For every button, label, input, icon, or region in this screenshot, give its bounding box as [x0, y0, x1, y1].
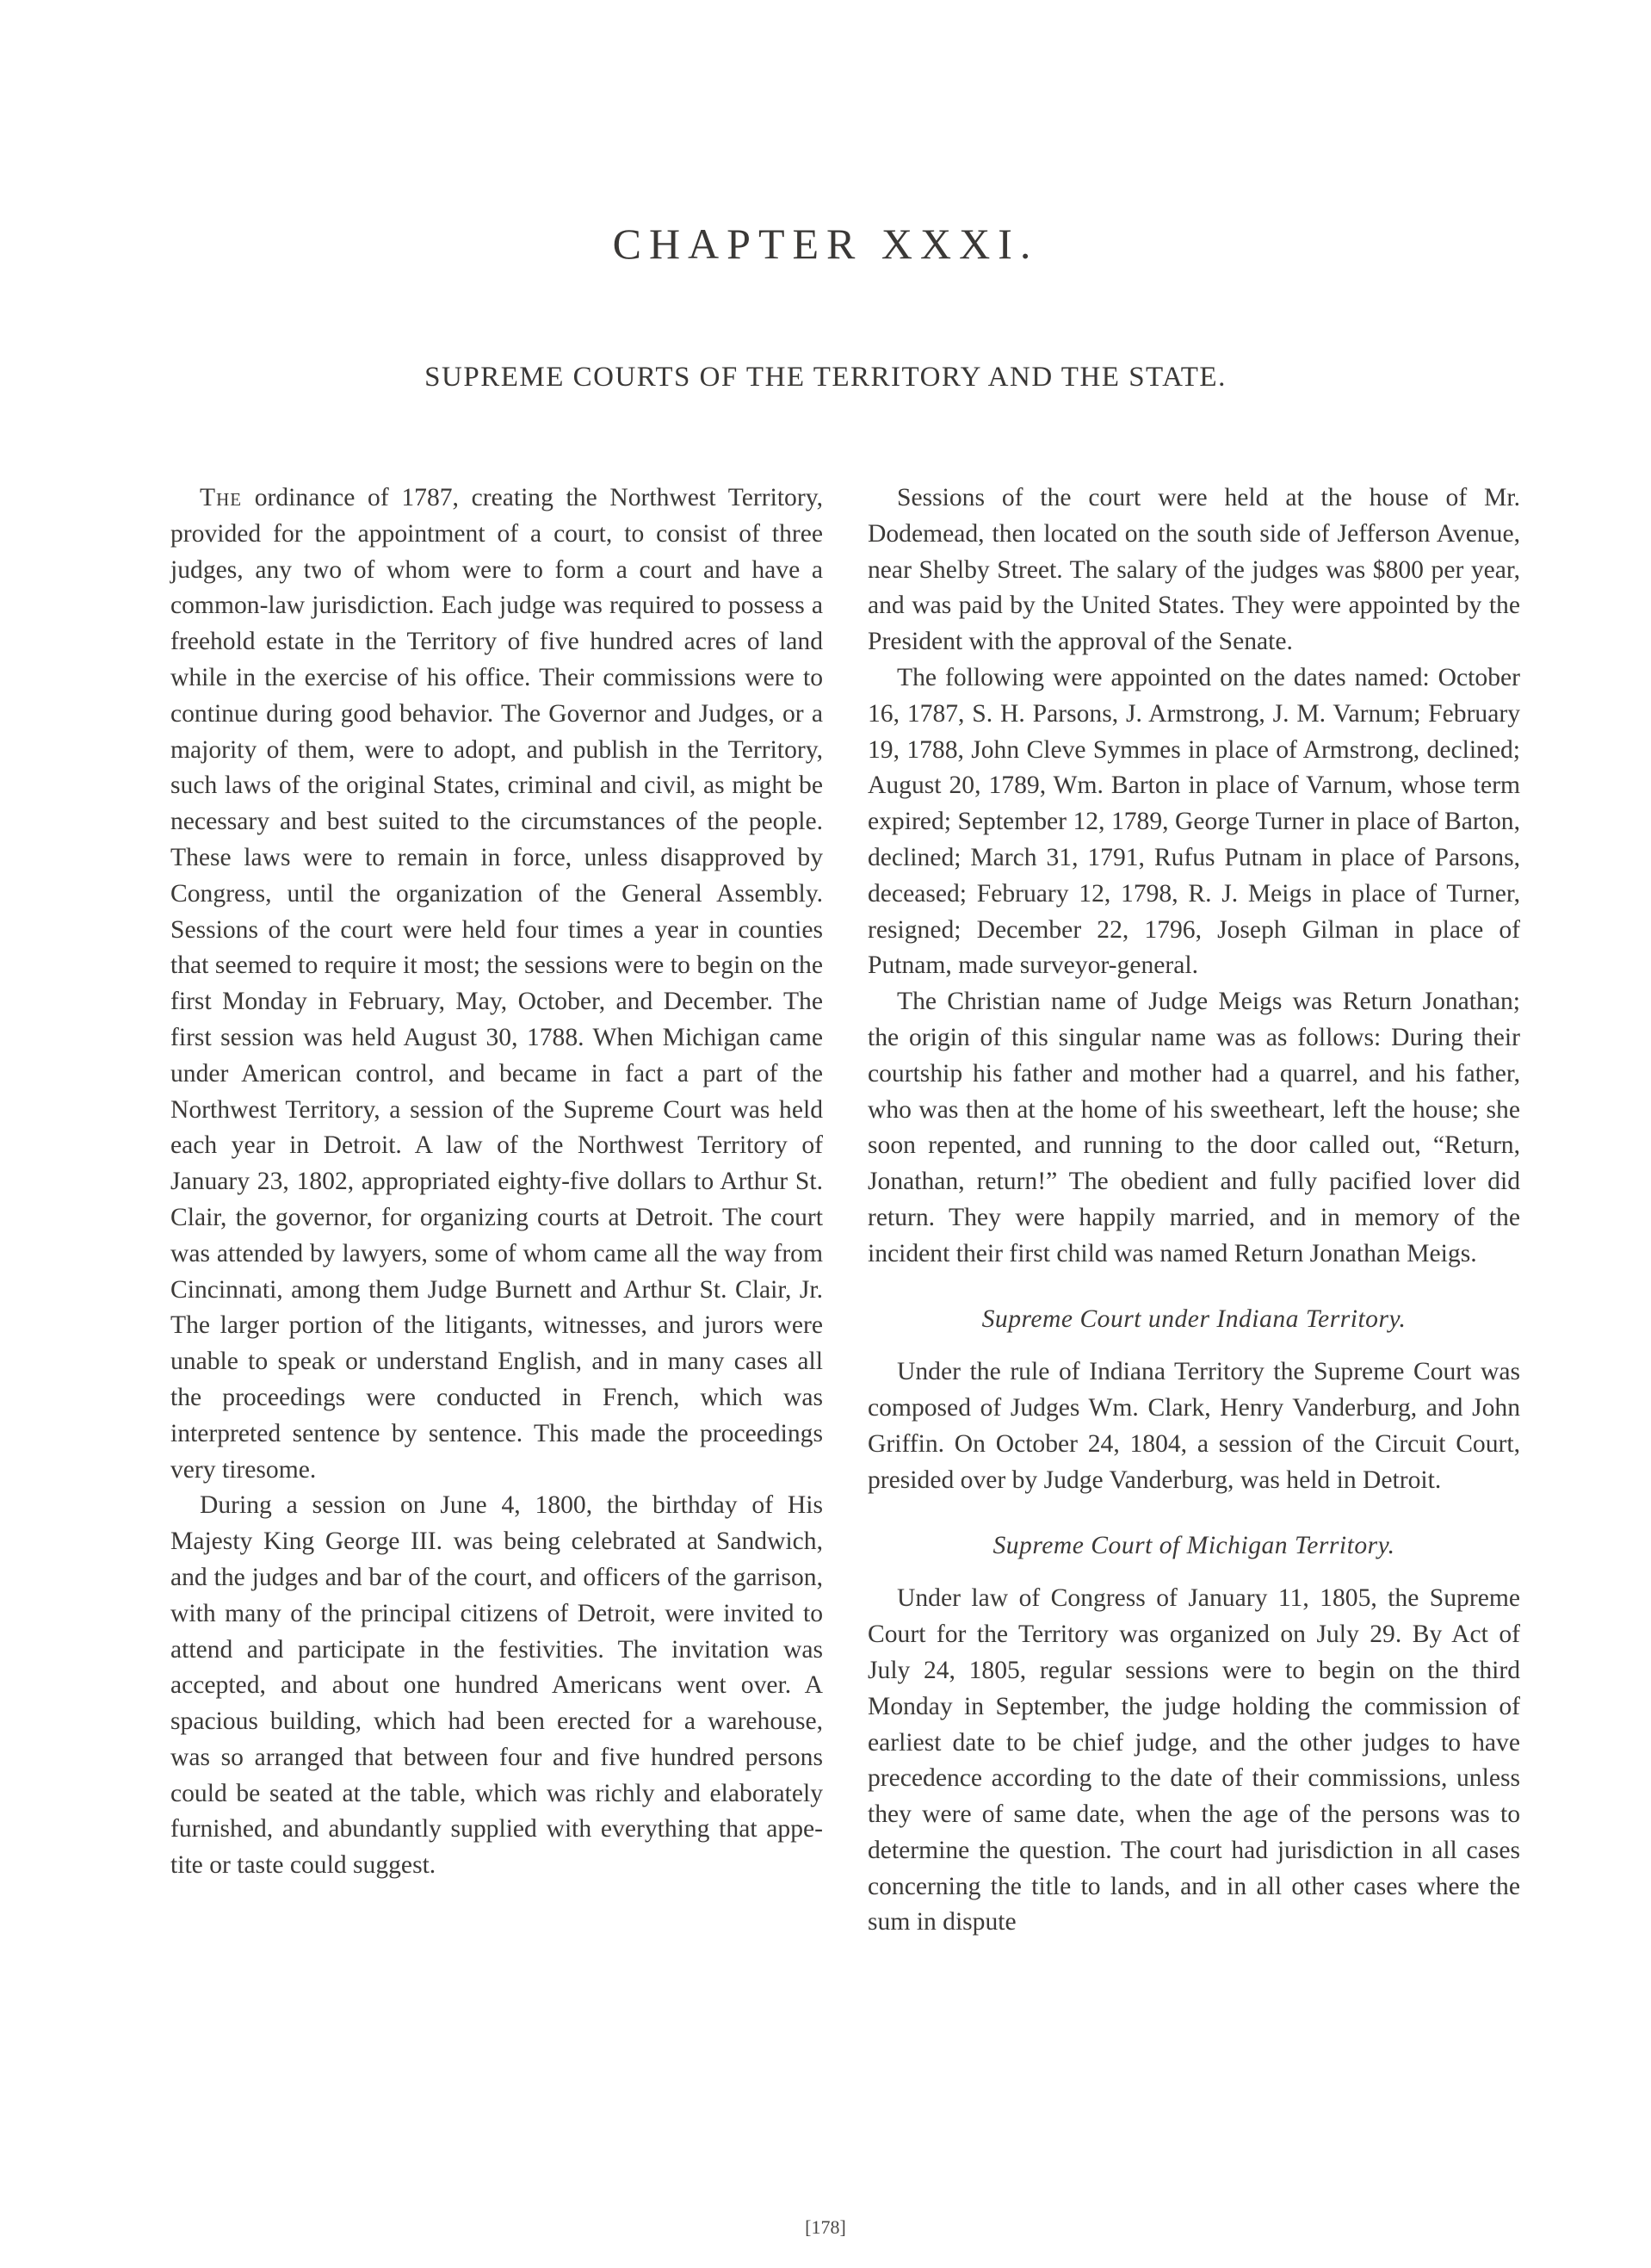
page-number: [178]	[805, 2216, 846, 2238]
paragraph-appointments: The following were appointed on the dates named: October 16, 1787, S. H. Parsons, J. Armstrong, J. M. Varnum; February 19, 1788, John Cleve Symmes in place of Armstrong, declined; August 20, 1789, Wm. Barton in place of Varnum, whose term expired; September 12, 1789, George Turner in place of Barton, declined; March 31, 1791, Rufus Putnam in place of Parsons, deceased; February 12, 1798, R. J. Meigs in place of Turner, resigned; December 22, 1796, Joseph Gilman in place of Putnam, made surveyor-general.	[868, 663, 1520, 980]
paragraph-michigan-territory: Under law of Congress of January 11, 1805, the Supreme Court for the Territory was organized on July 29. By Act of July 24, 1805, regular sessions were to begin on the third Monday in September, the judge holding the commission of earliest date to be chief judge, and the other judges to have precedence according to the date of their commissions, unless they were of same date, when the age of the persons was to determine the question. The court had jurisdiction in all cases concerning the title to lands, and in all other cases where the sum in dispute	[868, 1584, 1520, 1936]
paragraph-return-jonathan: The Christian name of Judge Meigs was Return Jonathan; the origin of this singular name was as follows: During their courtship his father and mother had a quarrel, and his father, who was then at the home of his sweetheart, left the house; she soon repented, and running to the door called out, “Return, Jonathan, return!” The obedient and fully pacified lover did return. They were happily married, and in memory of the incident their first child was named Return Jonathan Meigs.	[868, 988, 1520, 1267]
right-column	[868, 480, 1520, 1941]
paragraph-ordinance	[170, 480, 823, 1488]
chapter-title: CHAPTER XXXI.	[612, 220, 1039, 268]
section-heading-michigan: Supreme Court of Michigan Territory.	[992, 1531, 1395, 1559]
lead-word: The	[200, 484, 243, 511]
section-heading-indiana: Supreme Court under Indiana Territory.	[981, 1304, 1407, 1333]
left-column	[170, 480, 823, 1884]
paragraph-ordinance-text: ordinance of 1787, creating the Northwest Territory, provided for the appointment of a court, to consist of three judges, any two of whom were to form a court and have a common-law jurisdiction. Each judge was required to possess a freehold estate in the Territory of five hundred acres of land while in the exercise of his office. Their commissions were to continue during good behavior. The Governor and Judges, or a majority of them, were to adopt, and publish in the Territory, such laws of the original States, criminal and civil, as might be necessary and best suited to the circumstances of the people. These laws were to remain in force, unless disapproved by Congress, until the organization of the General Assembly. Sessions of the court were held four times a year in counties that seemed to require it most; the sessions were to begin on the first Monday in February, May, October, and December. The first session was held August 30, 1788. When Michigan came under American control, and became in fact a part of the Northwest Territory, a session of the Supreme Court was held each year in Detroit. A law of the Northwest Territory of January 23, 1802, appropriated eighty-five dollars to Arthur St. Clair, the governor, for organizing courts at Detroit. The court was attended by lawyers, some of whom came all the way from Cincinnati, among them Judge Burnett and Arthur St. Clair, Jr. The larger portion of the litigants, witnesses, and jurors were unable to speak or understand English, and in many cases all the proceedings were conducted in French, which was interpreted sentence by sentence. This made the proceedings very tiresome.	[170, 484, 823, 1484]
paragraph-indiana-territory: Under the rule of Indiana Territory the Supreme Court was composed of Judges Wm. Clark, Henry Vanderburg, and John Griffin. On October 24, 1804, a session of the Circuit Court, presided over by Judge Vanderburg, was held in Detroit.	[868, 1358, 1520, 1494]
chapter-subtitle: SUPREME COURTS OF THE TERRITORY AND THE STATE.	[424, 362, 1227, 393]
paragraph-king-george-celebration: During a session on June 4, 1800, the birthday of His Majesty King George III. was being celebrated at Sandwich, and the judges and bar of the court, and officers of the garrison, with many of the principal citizens of Detroit, were invited to attend and participate in the festivities. The invitation was accepted, and about one hundred Americans went over. A spacious building, which had been erected for a warehouse, was so arranged that between four and five hundred persons could be seated at the table, which was richly and elaborately furnished, and abundantly supplied with everything that appetite or taste could suggest.	[170, 1491, 823, 1880]
paragraph-sessions-location: Sessions of the court were held at the house of Mr. Dodemead, then located on the south side of Jefferson Avenue, near Shelby Street. The salary of the judges was $800 per year, and was paid by the United States. They were appointed by the President with the approval of the Senate.	[868, 484, 1520, 656]
